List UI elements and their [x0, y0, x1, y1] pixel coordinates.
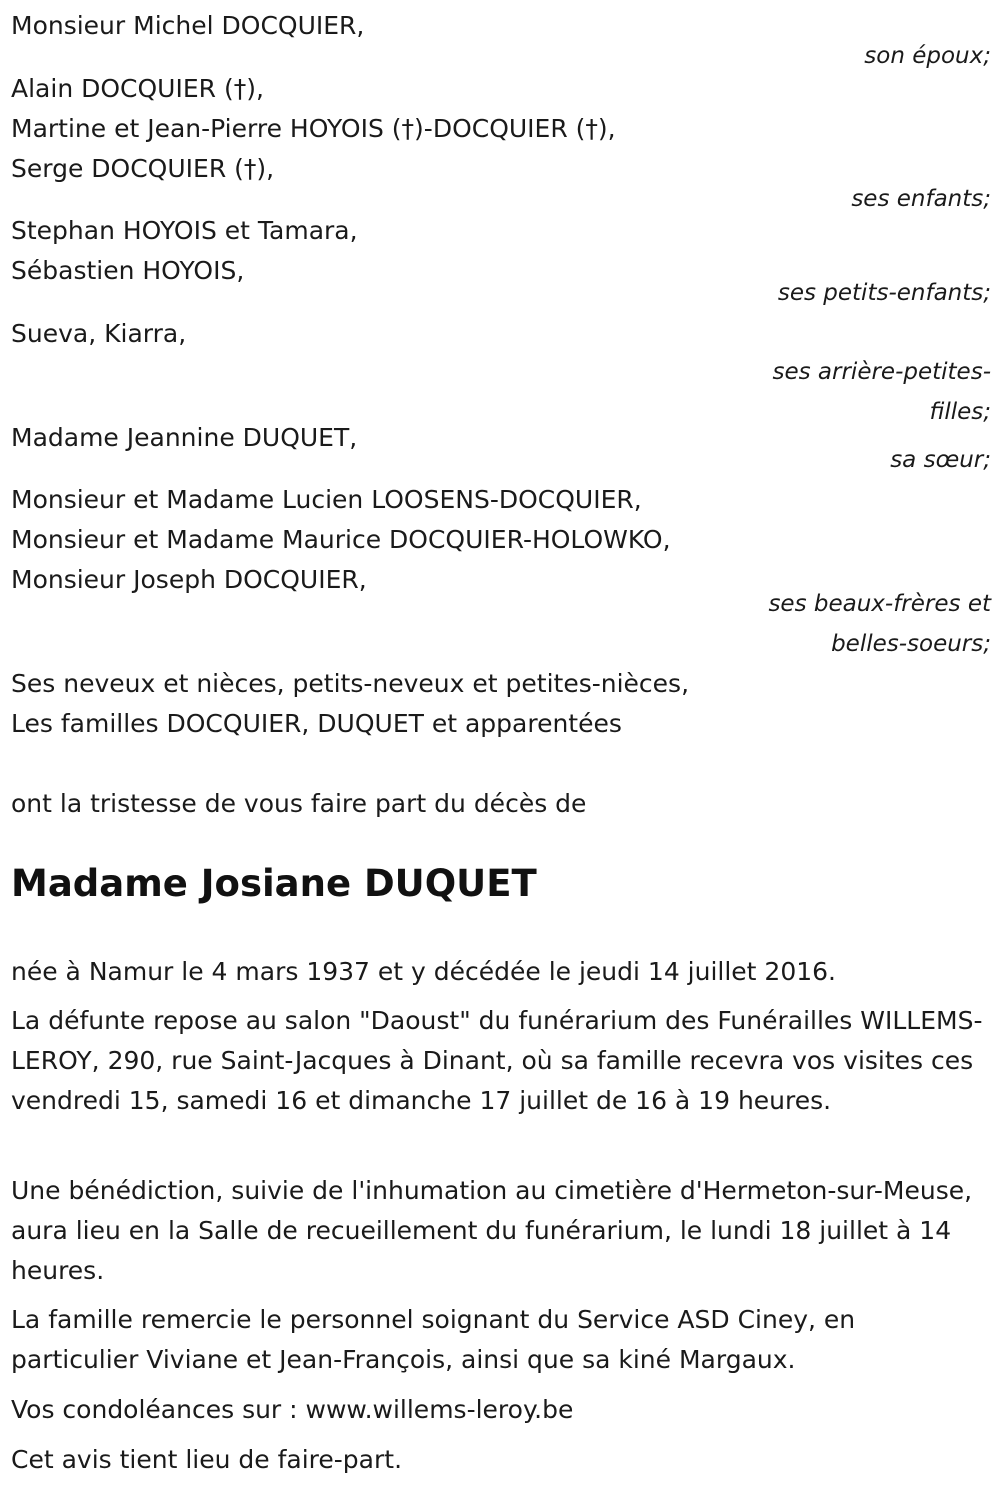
spouse-group — [11, 6, 991, 76]
grandchild-name: Sébastien HOYOIS, — [11, 256, 245, 285]
announcement-text: ont la tristesse de vous faire part du décès de — [11, 789, 587, 818]
thanks-paragraph: La famille remercie le personnel soignant du Service ASD Ciney, en particulier Viviane et Jean-François, ainsi que sa kiné Margaux. — [11, 1305, 856, 1374]
other-relatives-group — [11, 664, 991, 744]
birth-death-paragraph: née à Namur le 4 mars 1937 et y décédée le jeudi 14 juillet 2016. — [11, 957, 836, 986]
great-granddaughters-role-line-1: ses arrière-petites- — [772, 359, 991, 385]
deceased-name: Madame Josiane DUQUET — [11, 862, 537, 905]
sister-name: Madame Jeannine DUQUET, — [11, 423, 358, 452]
visitation-paragraph: La défunte repose au salon "Daoust" du funérarium des Funérailles WILLEMS-LEROY, 290, rue Saint-Jacques à Dinant, où sa famille recevra vos visites ces vendredi 15, samedi 16 et dimanche 17 juillet de 16 à 19 heures. — [11, 1006, 983, 1115]
notice-paragraph: Cet avis tient lieu de faire-part. — [11, 1445, 403, 1474]
announcement-group — [11, 784, 991, 824]
condolences-paragraph: Vos condoléances sur : www.willems-leroy.be — [11, 1395, 574, 1424]
child-name: Alain DOCQUIER (†), — [11, 74, 264, 103]
in-laws-role-line-1: ses beaux-frères et — [768, 591, 991, 617]
spouse-name: Monsieur Michel DOCQUIER, — [11, 11, 365, 40]
spouse-role: son époux; — [864, 43, 991, 69]
ceremony-paragraph: Une bénédiction, suivie de l'inhumation au cimetière d'Hermeton-sur-Meuse, aura lieu en la Salle de recueillement du funérarium, le lundi 18 juillet à 14 heures. — [11, 1176, 973, 1285]
in-law-name: Monsieur et Madame Lucien LOOSENS-DOCQUIER, — [11, 485, 642, 514]
in-law-name: Monsieur et Madame Maurice DOCQUIER-HOLOWKO, — [11, 525, 671, 554]
great-granddaughters-group — [11, 314, 991, 432]
child-name: Martine et Jean-Pierre HOYOIS (†)-DOCQUIER (†), — [11, 114, 616, 143]
in-laws-group — [11, 480, 991, 664]
sister-group — [11, 418, 991, 480]
grandchild-name: Stephan HOYOIS et Tamara, — [11, 216, 358, 245]
children-group — [11, 69, 991, 219]
children-role: ses enfants; — [851, 186, 991, 212]
great-granddaughter-names: Sueva, Kiarra, — [11, 319, 187, 348]
grandchildren-group — [11, 211, 991, 313]
sister-role: sa sœur; — [890, 447, 991, 473]
in-law-name: Monsieur Joseph DOCQUIER, — [11, 565, 367, 594]
grandchildren-role: ses petits-enfants; — [777, 280, 991, 306]
in-laws-role-line-2: belles-soeurs; — [831, 631, 991, 657]
other-relatives-line: Ses neveux et nièces, petits-neveux et petites-nièces, — [11, 669, 690, 698]
great-granddaughters-role-line-2: filles; — [929, 399, 991, 425]
other-relatives-line: Les familles DOCQUIER, DUQUET et apparentées — [11, 709, 622, 738]
child-name: Serge DOCQUIER (†), — [11, 154, 275, 183]
